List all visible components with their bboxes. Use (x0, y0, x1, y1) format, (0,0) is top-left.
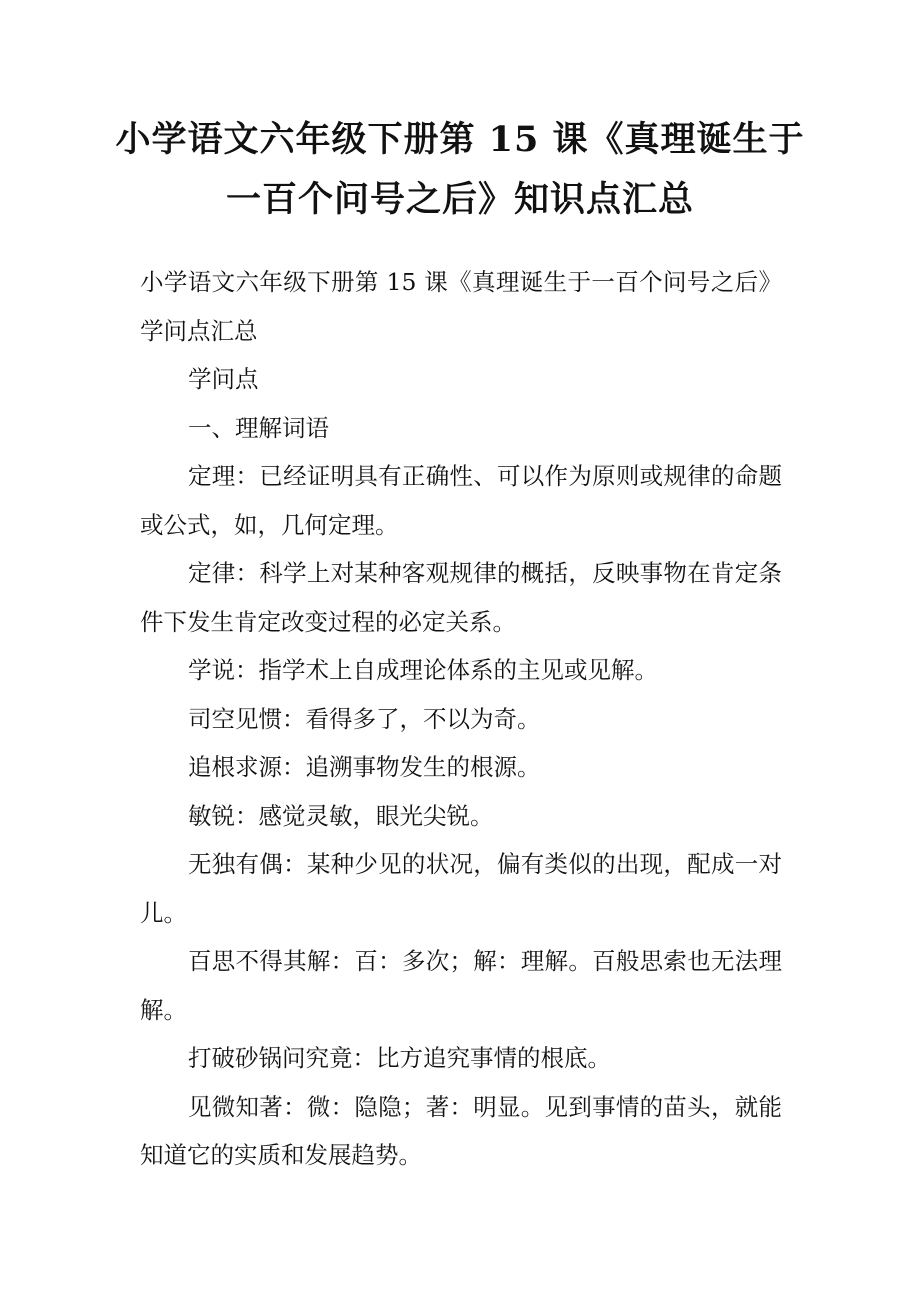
term-entry-wuduyouou: 无独有偶：某种少见的状况，偏有类似的出现，配成一对儿。 (140, 850, 782, 927)
section-heading: 学问点 (188, 365, 259, 393)
document-title: 小学语文六年级下册第 15 课《真理诞生于一百个问号之后》知识点汇总 (115, 119, 805, 220)
term-entry-dingli: 定理：已经证明具有正确性、可以作为原则或规律的命题或公式，如，几何定理。 (140, 462, 782, 539)
term-entry-minrui: 敏锐：感觉灵敏，眼光尖锐。 (188, 801, 494, 830)
term-entry-sikongjianguan: 司空见惯：看得多了，不以为奇。 (188, 704, 541, 733)
term-entry-zhuigenqiuyuan: 追根求源：追溯事物发生的根源。 (188, 753, 541, 781)
document-body (140, 258, 782, 1180)
intro-paragraph: 小学语文六年级下册第 15 课《真理诞生于一百个问号之后》学问点汇总 (140, 268, 782, 345)
term-entry-jianweizhizhu: 见微知著：微：隐隐；著：明显。见到事情的苗头，就能知道它的实质和发展趋势。 (140, 1092, 782, 1169)
term-entry-xueshuo: 学说：指学术上自成理论体系的主见或见解。 (188, 656, 658, 684)
subsection-heading: 一、理解词语 (188, 413, 329, 442)
term-entry-daposhaguo: 打破砂锅问究竟：比方追究事情的根底。 (188, 1044, 611, 1072)
term-entry-baisibudeqijie: 百思不得其解：百：多次；解：理解。百般思索也无法理解。 (140, 947, 782, 1024)
term-entry-dinglv: 定律：科学上对某种客观规律的概括，反映事物在肯定条件下发生肯定改变过程的必定关系。 (140, 559, 782, 636)
